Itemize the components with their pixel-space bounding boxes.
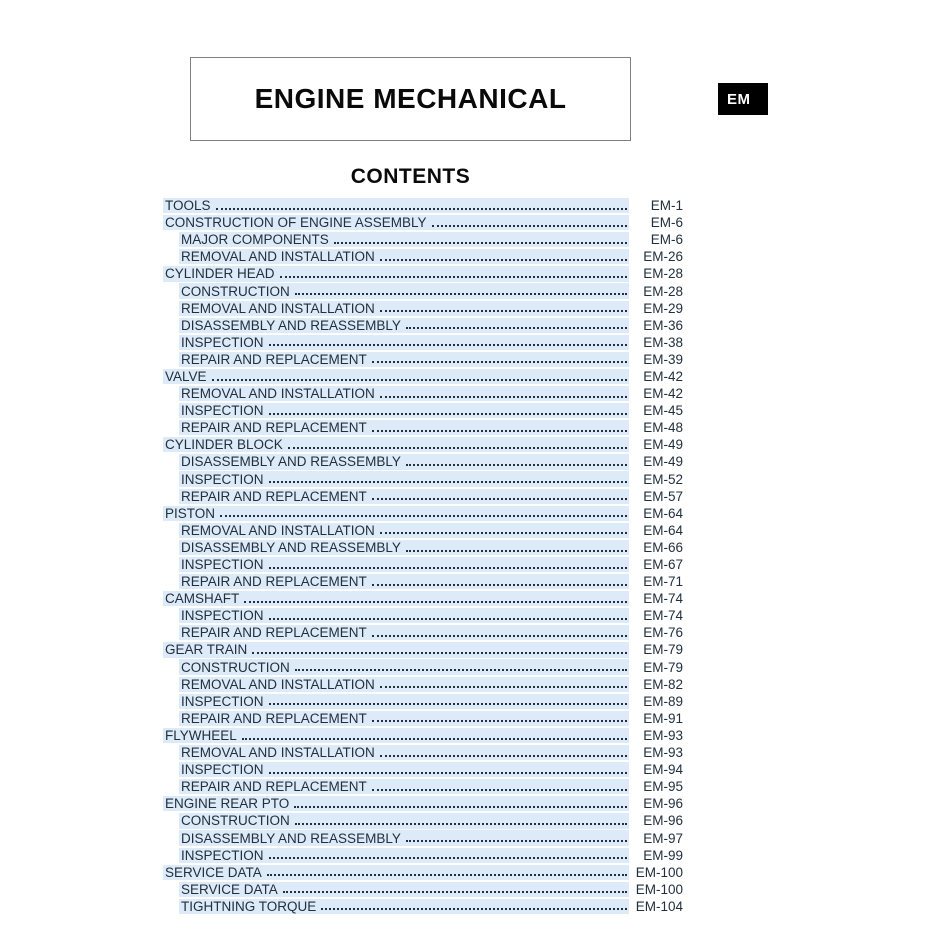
toc-row	[163, 471, 683, 488]
toc-leader-dots	[269, 703, 627, 705]
toc-page-number: EM-1	[629, 198, 683, 213]
toc-leader-dots	[269, 618, 627, 620]
toc-row	[163, 402, 683, 419]
toc-page-number: EM-6	[629, 215, 683, 230]
toc-page-number: EM-104	[629, 899, 683, 914]
toc-entry-label: INSPECTION	[181, 608, 264, 624]
toc-entry-label: REPAIR AND REPLACEMENT	[181, 710, 367, 726]
toc-entry-label: CYLINDER BLOCK	[165, 437, 283, 453]
toc-row	[163, 488, 683, 505]
toc-leader-dots	[295, 669, 627, 671]
toc-row	[163, 231, 683, 248]
toc-row	[163, 522, 683, 539]
toc-entry-label: REPAIR AND REPLACEMENT	[181, 574, 367, 590]
toc-row-highlight	[179, 352, 629, 367]
toc-leader-dots	[242, 738, 627, 740]
toc-entry-label: CONSTRUCTION	[181, 659, 290, 675]
toc-row	[163, 505, 683, 522]
toc-row	[163, 676, 683, 693]
toc-row	[163, 214, 683, 231]
toc-leader-dots	[406, 550, 627, 552]
toc-leader-dots	[372, 361, 627, 363]
toc-entry-label: CONSTRUCTION	[181, 813, 290, 829]
toc-row-highlight	[179, 301, 629, 316]
toc-row-highlight	[179, 779, 629, 794]
toc-entry-label: REPAIR AND REPLACEMENT	[181, 779, 367, 795]
toc-row	[163, 317, 683, 334]
toc-row-highlight	[179, 848, 629, 863]
toc-page-number: EM-29	[629, 301, 683, 316]
toc-row	[163, 351, 683, 368]
toc-row	[163, 368, 683, 385]
toc-entry-label: INSPECTION	[181, 557, 264, 573]
toc-page-number: EM-79	[629, 642, 683, 657]
toc-entry-label: REPAIR AND REPLACEMENT	[181, 420, 367, 436]
toc-leader-dots	[406, 327, 627, 329]
toc-row	[163, 624, 683, 641]
toc-leader-dots	[372, 498, 627, 500]
toc-row	[163, 300, 683, 317]
toc-page-number: EM-99	[629, 848, 683, 863]
toc-row	[163, 812, 683, 829]
toc-page-number: EM-6	[629, 232, 683, 247]
toc-page-number: EM-100	[629, 882, 683, 897]
toc-page-number: EM-42	[629, 369, 683, 384]
toc-row	[163, 898, 683, 915]
toc-row-highlight	[163, 591, 629, 606]
toc-row-highlight	[179, 283, 629, 298]
toc-leader-dots	[269, 567, 627, 569]
toc-leader-dots	[212, 379, 627, 381]
toc-row-highlight	[163, 369, 629, 384]
toc-entry-label: REMOVAL AND INSTALLATION	[181, 676, 375, 692]
toc-row-highlight	[179, 574, 629, 589]
toc-page-number: EM-49	[629, 454, 683, 469]
toc-row	[163, 659, 683, 676]
toc-row-highlight	[163, 266, 629, 281]
toc-entry-label: INSPECTION	[181, 693, 264, 709]
toc-entry-label: FLYWHEEL	[165, 727, 237, 743]
section-tab-badge	[718, 83, 768, 115]
toc-entry-label: DISASSEMBLY AND REASSEMBLY	[181, 454, 401, 470]
toc-row	[163, 453, 683, 470]
toc-leader-dots	[372, 430, 627, 432]
section-tab-label: EM	[727, 90, 751, 108]
toc-row	[163, 693, 683, 710]
toc-entry-label: REMOVAL AND INSTALLATION	[181, 386, 375, 402]
toc-row-highlight	[163, 728, 629, 743]
toc-row-highlight	[179, 830, 629, 845]
toc-entry-label: REPAIR AND REPLACEMENT	[181, 351, 367, 367]
toc-row-highlight	[179, 420, 629, 435]
toc-entry-label: PISTON	[165, 505, 216, 521]
toc-entry-label: REPAIR AND REPLACEMENT	[181, 625, 367, 641]
toc-row-highlight	[163, 506, 629, 521]
toc-page-number: EM-45	[629, 403, 683, 418]
toc-entry-label: DISASSEMBLY AND REASSEMBLY	[181, 539, 401, 555]
toc-entry-label: CONSTRUCTION	[181, 283, 290, 299]
toc-row-highlight	[179, 318, 629, 333]
toc-row	[163, 282, 683, 299]
toc-leader-dots	[295, 823, 627, 825]
toc-page-number: EM-96	[629, 796, 683, 811]
toc-entry-label: REMOVAL AND INSTALLATION	[181, 745, 375, 761]
toc-row-highlight	[163, 865, 629, 880]
toc-row-highlight	[179, 489, 629, 504]
toc-leader-dots	[372, 635, 627, 637]
toc-page-number: EM-57	[629, 489, 683, 504]
toc-page-number: EM-74	[629, 591, 683, 606]
toc-page-number: EM-64	[629, 523, 683, 538]
toc-page-number: EM-39	[629, 352, 683, 367]
toc-row	[163, 334, 683, 351]
toc-row	[163, 744, 683, 761]
contents-heading: CONTENTS	[350, 165, 471, 188]
toc-leader-dots	[380, 532, 627, 534]
toc-leader-dots	[280, 276, 627, 278]
toc-page-number: EM-95	[629, 779, 683, 794]
toc-entry-label: INSPECTION	[181, 847, 264, 863]
toc-entry-label: REMOVAL AND INSTALLATION	[181, 249, 375, 265]
toc-leader-dots	[321, 908, 627, 910]
toc-leader-dots	[269, 772, 627, 774]
toc-entry-label: REPAIR AND REPLACEMENT	[181, 488, 367, 504]
toc-row-highlight	[179, 745, 629, 760]
toc-leader-dots	[372, 584, 627, 586]
toc-page-number: EM-48	[629, 420, 683, 435]
toc-row	[163, 197, 683, 214]
toc-row	[163, 829, 683, 846]
toc-entry-label: DISASSEMBLY AND REASSEMBLY	[181, 317, 401, 333]
toc-leader-dots	[269, 857, 627, 859]
toc-row-highlight	[179, 625, 629, 640]
toc-entry-label: SERVICE DATA	[165, 864, 262, 880]
toc-row-highlight	[179, 813, 629, 828]
toc-row	[163, 641, 683, 658]
toc-entry-label: INSPECTION	[181, 471, 264, 487]
toc-page-number: EM-66	[629, 540, 683, 555]
toc-leader-dots	[406, 464, 627, 466]
toc-row-highlight	[163, 198, 629, 213]
toc-page-number: EM-67	[629, 557, 683, 572]
toc-leader-dots	[380, 686, 627, 688]
toc-leader-dots	[380, 259, 627, 261]
toc-page-number: EM-74	[629, 608, 683, 623]
toc-entry-label: DISASSEMBLY AND REASSEMBLY	[181, 830, 401, 846]
toc-entry-label: REMOVAL AND INSTALLATION	[181, 300, 375, 316]
toc-row-highlight	[179, 454, 629, 469]
toc-row	[163, 727, 683, 744]
toc-page-number: EM-100	[629, 865, 683, 880]
toc-leader-dots	[294, 806, 627, 808]
toc-page-number: EM-42	[629, 386, 683, 401]
toc-leader-dots	[380, 396, 627, 398]
toc-row	[163, 881, 683, 898]
toc-row	[163, 539, 683, 556]
toc-entry-label: INSPECTION	[181, 762, 264, 778]
toc-row-highlight	[179, 403, 629, 418]
toc-row-highlight	[163, 215, 629, 230]
toc-entry-label: ENGINE REAR PTO	[165, 796, 290, 812]
toc-row-highlight	[179, 762, 629, 777]
toc-row-highlight	[179, 249, 629, 264]
toc-page-number: EM-96	[629, 813, 683, 828]
toc-leader-dots	[267, 874, 627, 876]
toc-row-highlight	[179, 659, 629, 674]
toc-page-number: EM-28	[629, 284, 683, 299]
toc-entry-label: MAJOR COMPONENTS	[181, 232, 329, 248]
toc-row	[163, 590, 683, 607]
toc-page-number: EM-97	[629, 831, 683, 846]
toc-entry-label: INSPECTION	[181, 403, 264, 419]
toc-entry-label: SERVICE DATA	[181, 881, 278, 897]
toc-leader-dots	[406, 840, 627, 842]
toc-row-highlight	[179, 557, 629, 572]
toc-row-highlight	[179, 471, 629, 486]
toc-row	[163, 607, 683, 624]
toc-leader-dots	[244, 601, 627, 603]
toc-row	[163, 847, 683, 864]
toc-leader-dots	[269, 344, 627, 346]
toc-row-highlight	[179, 711, 629, 726]
toc-row-highlight	[179, 608, 629, 623]
toc-row	[163, 761, 683, 778]
toc-row-highlight	[163, 437, 629, 452]
toc-row-highlight	[179, 899, 629, 914]
toc-row-highlight	[179, 523, 629, 538]
toc-row-highlight	[163, 642, 629, 657]
toc-row	[163, 710, 683, 727]
toc-page-number: EM-71	[629, 574, 683, 589]
toc-entry-label: CONSTRUCTION OF ENGINE ASSEMBLY	[165, 215, 427, 231]
toc-row	[163, 419, 683, 436]
toc-entry-label: TOOLS	[165, 198, 211, 214]
toc-leader-dots	[432, 225, 627, 227]
toc-page-number: EM-82	[629, 677, 683, 692]
toc-leader-dots	[334, 242, 627, 244]
chapter-title-box	[190, 57, 631, 141]
toc-entry-label: GEAR TRAIN	[165, 642, 248, 658]
toc-row-highlight	[163, 796, 629, 811]
toc-page-number: EM-76	[629, 625, 683, 640]
toc-entry-label: CYLINDER HEAD	[165, 266, 275, 282]
toc-row-highlight	[179, 882, 629, 897]
toc-leader-dots	[216, 208, 627, 210]
toc-page-number: EM-49	[629, 437, 683, 452]
toc-row-highlight	[179, 232, 629, 247]
toc-leader-dots	[220, 515, 627, 517]
toc-leader-dots	[288, 447, 627, 449]
table-of-contents	[163, 197, 683, 915]
toc-page-number: EM-93	[629, 728, 683, 743]
toc-entry-label: INSPECTION	[181, 334, 264, 350]
toc-entry-label: VALVE	[165, 368, 207, 384]
toc-leader-dots	[380, 310, 627, 312]
toc-row	[163, 573, 683, 590]
toc-page-number: EM-36	[629, 318, 683, 333]
page-title: ENGINE MECHANICAL	[254, 83, 567, 114]
toc-page-number: EM-79	[629, 660, 683, 675]
toc-page-number: EM-28	[629, 266, 683, 281]
toc-row	[163, 556, 683, 573]
toc-row	[163, 795, 683, 812]
toc-entry-label: REMOVAL AND INSTALLATION	[181, 522, 375, 538]
toc-page-number: EM-52	[629, 472, 683, 487]
toc-leader-dots	[283, 891, 627, 893]
toc-leader-dots	[372, 789, 627, 791]
toc-page-number: EM-64	[629, 506, 683, 521]
toc-leader-dots	[269, 413, 627, 415]
toc-page-number: EM-94	[629, 762, 683, 777]
toc-page-number: EM-38	[629, 335, 683, 350]
toc-entry-label: CAMSHAFT	[165, 591, 240, 607]
toc-row	[163, 248, 683, 265]
toc-row	[163, 864, 683, 881]
toc-page-number: EM-91	[629, 711, 683, 726]
toc-page-number: EM-89	[629, 694, 683, 709]
toc-leader-dots	[380, 755, 627, 757]
toc-entry-label: TIGHTNING TORQUE	[181, 898, 317, 914]
toc-row-highlight	[179, 677, 629, 692]
toc-page-number: EM-93	[629, 745, 683, 760]
toc-row-highlight	[179, 694, 629, 709]
toc-row	[163, 778, 683, 795]
toc-row-highlight	[179, 540, 629, 555]
toc-row	[163, 265, 683, 282]
toc-row-highlight	[179, 386, 629, 401]
toc-row	[163, 436, 683, 453]
toc-row	[163, 385, 683, 402]
toc-leader-dots	[372, 720, 627, 722]
toc-leader-dots	[269, 481, 627, 483]
toc-row-highlight	[179, 335, 629, 350]
toc-leader-dots	[295, 293, 627, 295]
toc-page-number: EM-26	[629, 249, 683, 264]
toc-leader-dots	[252, 652, 627, 654]
